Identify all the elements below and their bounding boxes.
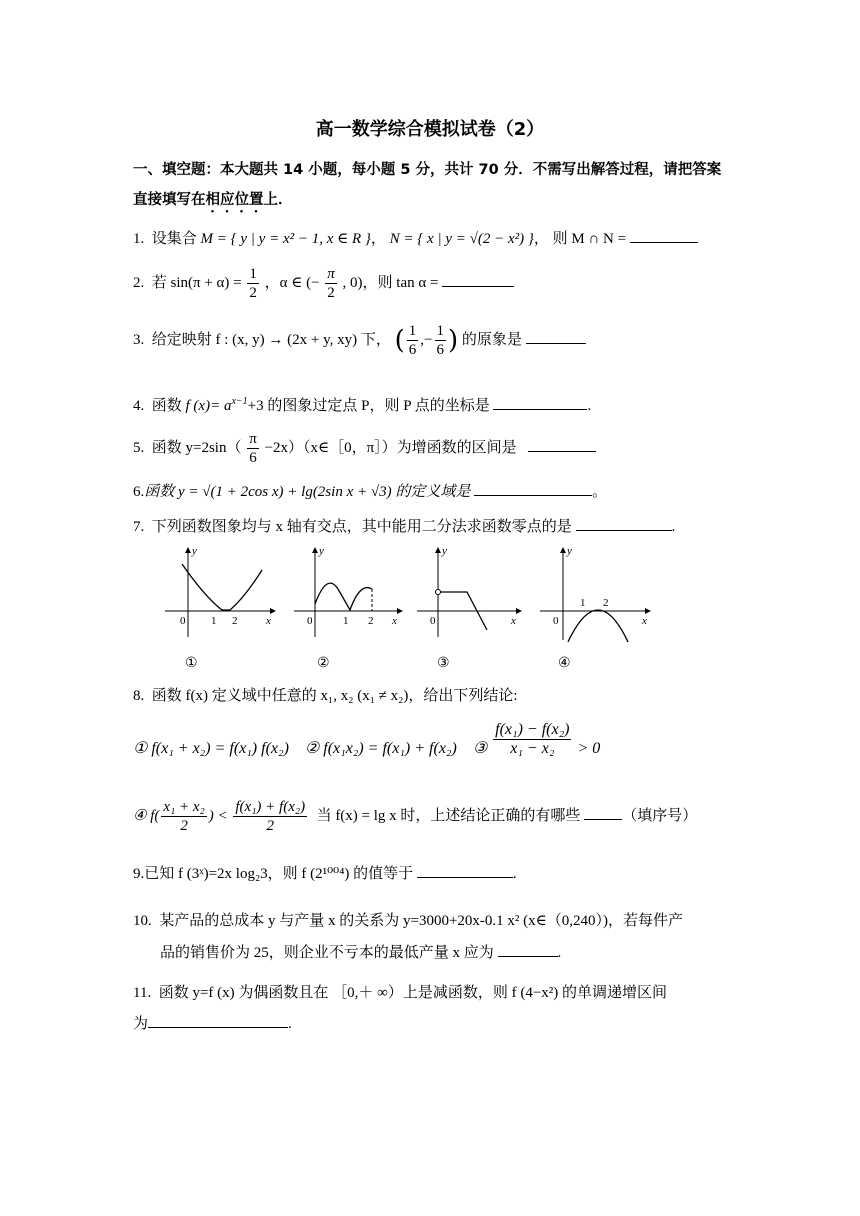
q8-conclusion-2: ② f(x₁x₂) = f(x₁) + f(x₂) bbox=[304, 740, 457, 757]
q6-number: 6. bbox=[133, 484, 145, 500]
q4-number: 4. bbox=[133, 398, 145, 414]
question-6 bbox=[133, 480, 607, 501]
q3-a-den: 6 bbox=[408, 342, 417, 358]
section-heading-line1: 一、填空题：本大题共 14 小题，每小题 5 分，共计 70 分．不需写出解答过程，请把答案 bbox=[133, 162, 722, 178]
q8-conclusions-row bbox=[133, 720, 601, 758]
q5-answer-blank[interactable] bbox=[528, 437, 596, 452]
q4-answer-blank[interactable] bbox=[493, 395, 587, 410]
q8-answer-blank[interactable] bbox=[584, 805, 622, 820]
q11-line1: 函数 y=f (x) 为偶函数且在 ［0,＋ ∞）上是减函数，则 f (4−x²) 的单调递增区间 bbox=[158, 985, 668, 1001]
q9-answer-blank[interactable] bbox=[417, 863, 513, 878]
graph-2 bbox=[294, 545, 402, 671]
section-line2-pre: 直接填写在 bbox=[133, 192, 206, 208]
q2-answer-blank[interactable] bbox=[442, 272, 514, 287]
question-1: 1. 设集合 M = { y | y = x² − 1, x ∈ R }， N = { x | y = √(2 − x²) }， 则 M ∩ N = bbox=[133, 227, 698, 248]
graph-1 bbox=[165, 545, 275, 671]
q1-set-n: N = { x | y = √(2 − x²) } bbox=[389, 231, 534, 247]
q4-end: . bbox=[587, 398, 592, 414]
q8-conclusion-3-frac bbox=[493, 721, 571, 758]
q3-a-num: 1 bbox=[408, 323, 417, 339]
q10-end: . bbox=[557, 945, 562, 961]
q8-pre: 函数 f(x) 定义域中任意的 x₁, x₂ (x₁ ≠ x₂)，给出下列结论: bbox=[151, 688, 518, 704]
graph-4-x-label: x bbox=[642, 615, 647, 627]
graph-2-tick-2: 2 bbox=[368, 615, 374, 627]
q8-c4-num1: x₁ + x₂ bbox=[163, 799, 205, 815]
q3-b-num: 1 bbox=[436, 323, 445, 339]
q8-number: 8. bbox=[133, 688, 145, 704]
section-heading-line2 bbox=[133, 188, 293, 216]
graph-3-x-label: x bbox=[511, 615, 516, 627]
q3-pre: 给定映射 f : (x, y) → (2x + y, xy) 下， bbox=[151, 331, 391, 348]
q3-answer-blank[interactable] bbox=[526, 329, 586, 344]
q11-answer-blank[interactable] bbox=[148, 1013, 288, 1028]
q1-answer-blank[interactable] bbox=[630, 228, 698, 243]
q6-end: 。 bbox=[592, 484, 608, 500]
graph-2-y-label: y bbox=[319, 545, 324, 557]
q6-text: 函数 y = √(1 + 2cos x) + lg(2sin x + √3) 的定义域是 bbox=[144, 484, 471, 500]
q7-number: 7. bbox=[133, 519, 145, 535]
q4-pre: 函数 bbox=[151, 398, 182, 414]
graph-4-label: ④ bbox=[558, 656, 571, 671]
graph-2-x-label: x bbox=[392, 615, 397, 627]
q2-fraction-half bbox=[247, 265, 259, 302]
graph-1-y-label: y bbox=[192, 545, 197, 557]
q2-pi-den: 2 bbox=[327, 285, 335, 301]
q11-end: . bbox=[288, 1016, 292, 1032]
q8-c3-den: x₁ − x₂ bbox=[510, 739, 555, 757]
q1-number: 1. bbox=[133, 231, 145, 247]
q8-c3-num: f(x₁) − f(x₂) bbox=[495, 720, 570, 738]
q3-post: 的原象是 bbox=[461, 331, 522, 348]
q8-c4-num2: f(x₁) + f(x₂) bbox=[235, 799, 306, 815]
question-3: 3. 给定映射 f : (x, y) → (2x + y, xy) 下， ( $\frac{1}{6}$ ,− $\frac{1}{6}$ ) 的原象是 bbox=[133, 322, 586, 359]
graph-1-origin: 0 bbox=[180, 615, 186, 627]
q3-number: 3. bbox=[133, 331, 145, 348]
q10-line1: 某产品的总成本 y 与产量 x 的关系为 y=3000+20x-0.1 x² (x∈（0,240）)，若每件产 bbox=[159, 913, 684, 929]
question-4 bbox=[133, 394, 591, 415]
q5-post: −2x）（x∈［0，π］）为增函数的区间是 bbox=[264, 439, 517, 456]
q10-line2: 品的销售价为 25，则企业不亏本的最低产量 x 应为 bbox=[160, 945, 494, 961]
question-10-line2 bbox=[160, 941, 561, 962]
graph-3 bbox=[417, 545, 521, 671]
q7-answer-blank[interactable] bbox=[576, 516, 672, 531]
graph-3-origin: 0 bbox=[430, 615, 436, 627]
graph-4-origin: 0 bbox=[553, 615, 559, 627]
q2-pi-num: π bbox=[327, 266, 335, 282]
q8-conclusion-4-row bbox=[133, 798, 697, 835]
graph-3-y-label: y bbox=[442, 545, 447, 557]
question-9 bbox=[133, 862, 517, 883]
q2-frac-den: 2 bbox=[249, 285, 257, 301]
question-2 bbox=[133, 265, 514, 302]
question-11-line2 bbox=[133, 1012, 292, 1033]
q5-pi-num: π bbox=[249, 431, 257, 447]
graph-2-origin: 0 bbox=[307, 615, 313, 627]
graph-1-label: ① bbox=[185, 656, 198, 671]
graph-4-y-label: y bbox=[567, 545, 572, 557]
graph-2-tick-1: 1 bbox=[343, 615, 349, 627]
q8-conclusion-3-mark: ③ bbox=[472, 740, 488, 757]
graph-4-tick-2: 2 bbox=[603, 597, 609, 609]
q8-c4-den2: 2 bbox=[266, 818, 274, 834]
q5-fraction-pi bbox=[247, 430, 259, 467]
page-title: 高一数学综合模拟试卷（2） bbox=[315, 119, 545, 140]
q9-number: 9. bbox=[133, 866, 145, 882]
q2-frac-num: 1 bbox=[249, 266, 257, 282]
graph-4 bbox=[540, 545, 650, 671]
q8-conclusion-3-post: > 0 bbox=[577, 740, 601, 757]
q7-graphs bbox=[160, 542, 660, 677]
q1-ask: 则 M ∩ N = bbox=[552, 231, 627, 247]
q5-pi-den: 6 bbox=[249, 450, 257, 466]
q10-answer-blank[interactable] bbox=[498, 942, 558, 957]
q8-c4-den1: 2 bbox=[180, 818, 188, 834]
q11-line2: 为 bbox=[133, 1016, 149, 1032]
question-7 bbox=[133, 515, 675, 536]
q8-c4-mid: ) < bbox=[208, 807, 228, 824]
q3-b-den: 6 bbox=[436, 342, 445, 358]
q2-fraction-pi bbox=[325, 265, 337, 302]
q11-number: 11. bbox=[133, 985, 152, 1001]
q4-func: f (x)= a bbox=[185, 398, 232, 414]
q1-set-m: M = { y | y = x² − 1, x ∈ R } bbox=[200, 231, 371, 247]
q9-text: 已知 f (3ˣ)=2x log₂3，则 f (2¹⁰⁰⁴) 的值等于 bbox=[144, 866, 414, 882]
q10-number: 10. bbox=[133, 913, 152, 929]
q5-pre: 函数 y=2sin（ bbox=[151, 439, 242, 456]
q6-answer-blank[interactable] bbox=[474, 481, 592, 496]
q2-post: , 0)，则 tan α = bbox=[342, 274, 439, 291]
graph-2-label: ② bbox=[317, 656, 330, 671]
question-10-line1 bbox=[133, 909, 683, 930]
q9-end: . bbox=[512, 866, 517, 882]
graph-4-tick-1: 1 bbox=[580, 597, 586, 609]
q3-fraction-a bbox=[407, 322, 419, 359]
graph-1-tick-2: 2 bbox=[232, 615, 238, 627]
q4-post: +3 的图象过定点 P，则 P 点的坐标是 bbox=[247, 398, 490, 414]
question-5 bbox=[133, 430, 596, 467]
q8-c4-tail: （填序号） bbox=[622, 807, 698, 824]
question-11-line1 bbox=[133, 981, 667, 1002]
section-line2-dotted: 相应位置 bbox=[205, 192, 264, 208]
question-8 bbox=[133, 684, 518, 705]
q2-mid: ，α ∈ (− bbox=[264, 274, 320, 291]
q8-c4-frac-1 bbox=[161, 798, 206, 835]
q8-c4-frac-2 bbox=[233, 798, 307, 835]
q7-text: 下列函数图象均与 x 轴有交点，其中能用二分法求函数零点的是 bbox=[151, 519, 572, 535]
q2-number: 2. bbox=[133, 274, 145, 291]
q4-exponent: x−1 bbox=[231, 396, 248, 407]
q8-c4-mark: ④ f( bbox=[133, 807, 160, 824]
graph-1-x-label: x bbox=[266, 615, 271, 627]
q7-end: . bbox=[671, 519, 676, 535]
q3-fraction-b bbox=[435, 322, 447, 359]
q8-c4-post: 当 f(x) = lg x 时，上述结论正确的有哪些 bbox=[316, 807, 581, 824]
graph-1-tick-1: 1 bbox=[211, 615, 217, 627]
q8-conclusion-1: ① f(x₁ + x₂) = f(x₁) f(x₂) bbox=[133, 740, 289, 757]
q2-pre: 若 sin(π + α) = bbox=[151, 274, 242, 291]
section-line2-post: 上． bbox=[263, 192, 293, 208]
graph-3-label: ③ bbox=[437, 656, 450, 671]
q1-pre: 设集合 bbox=[151, 231, 197, 247]
q5-number: 5. bbox=[133, 439, 145, 456]
